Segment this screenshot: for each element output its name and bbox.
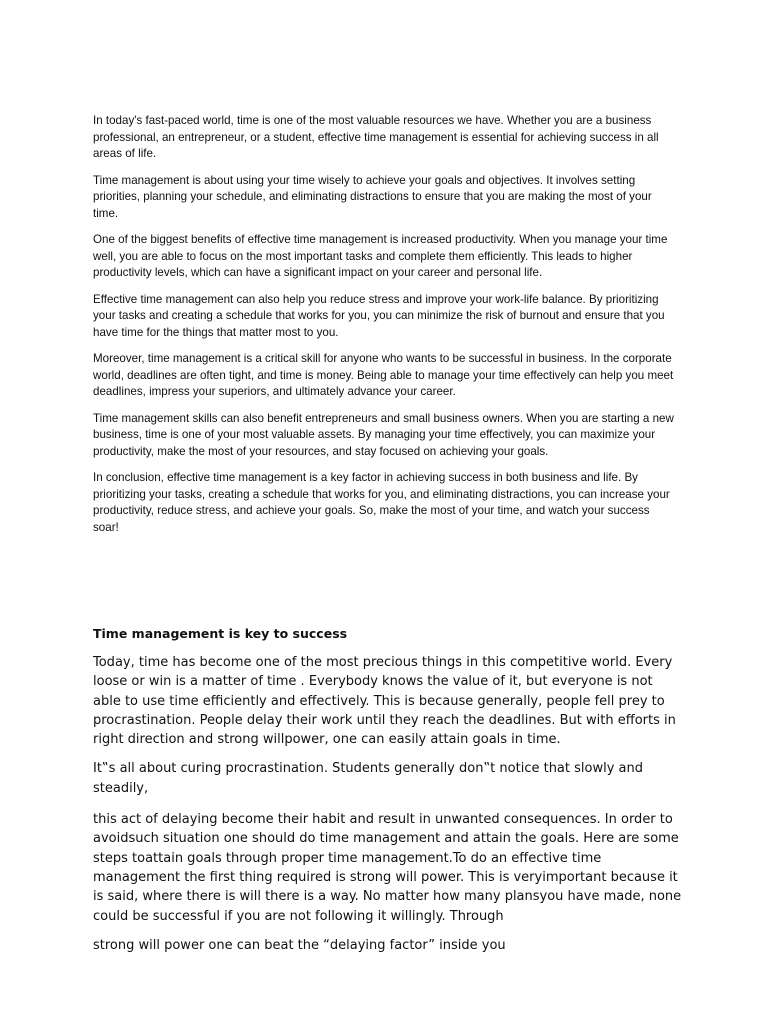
paragraph: strong will power one can beat the “delaying factor” inside you [93,937,506,953]
essay-key-to-success-section [93,624,683,965]
paragraph: Today, time has become one of the most precious things in this competitive world. Every loose or win is a matter of time . Everybody knows the value of it, but everyone is not able to use time efficiently and effectively. This is because generally, people fell prey to procrastination. People delay their work until they reach the deadlines. But with efforts in right direction and strong willpower, one can easily attain goals in time. [93,655,676,748]
paragraph: One of the biggest benefits of effective time management is increased productivity. When you manage your time well, you are able to focus on the most important tasks and complete them efficiently. This leads to higher productivity levels, which can have a significant impact on your career and personal life. [93,233,668,279]
paragraph: Time management is about using your time wisely to achieve your goals and objectives. It involves setting priorities, planning your schedule, and eliminating distractions to ensure that you are making the most of your time. [93,173,652,220]
paragraph: Moreover, time management is a critical skill for anyone who wants to be successful in business. In the corporate world, deadlines are often tight, and time is money. Being able to manage your time effectively can help you meet deadlines, impress your superiors, and ultimately advance your career. [93,352,674,398]
paragraph: Effective time management can also help you reduce stress and improve your work-life balance. By prioritizing your tasks and creating a schedule that works for you, you can minimize the risk of burnout and ensure that you have time for the things that matter most to you. [93,292,665,339]
section-heading: Time management is key to success [93,626,348,641]
essay-intro-section [93,113,677,546]
paragraph: In today's fast-paced world, time is one of the most valuable resources we have. Whether you are a business professional, an entrepreneur, or a student, effective time management is essential for achieving success in all areas of life. [93,114,659,160]
paragraph: It‟s all about curing procrastination. Students generally don‟t notice that slowly and steadily, [93,761,643,796]
paragraph: this act of delaying become their habit and result in unwanted consequences. In order to avoidsuch situation one should do time management and attain the goals. Here are some steps toattain goals through proper time management.To do an effective time management the first thing required is strong will power. This is veryimportant because it is said, where there is will there is a way. No matter how many plansyou have made, none could be successful if you are not following it willingly. Through [93,812,682,924]
paragraph: In conclusion, effective time management is a key factor in achieving success in both business and life. By prioritizing your tasks, creating a schedule that works for you, and eliminating distractions, you can increase your productivity, reduce stress, and achieve your goals. So, make the most of your time, and watch your success soar! [93,471,670,534]
paragraph: Time management skills can also benefit entrepreneurs and small business owners. When you are starting a new business, time is one of your most valuable assets. By managing your time effectively, you can maximize your productivity, make the most of your resources, and stay focused on achieving your goals. [93,411,674,458]
